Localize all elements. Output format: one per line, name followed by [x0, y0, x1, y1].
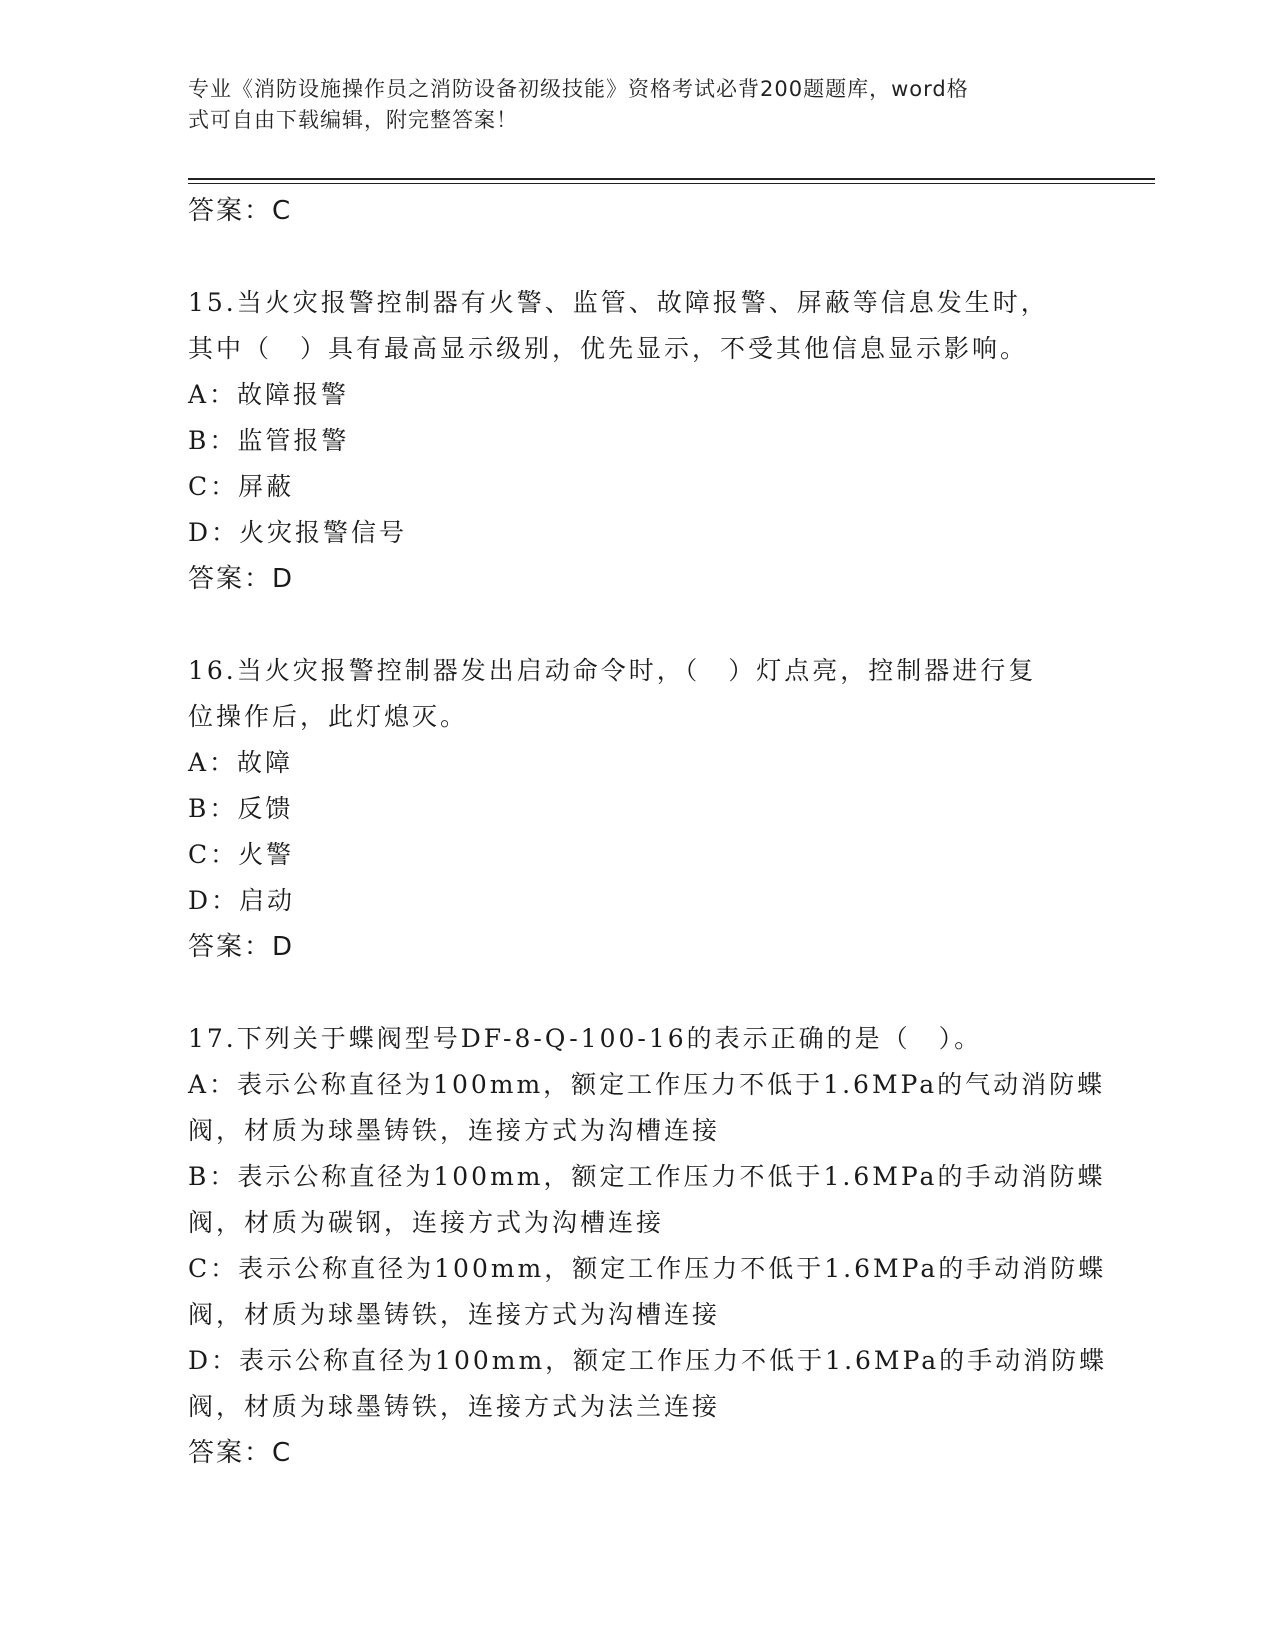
- question-15: [188, 280, 1088, 602]
- option-c: C：表示公称直径为100mm，额定工作压力不低于1.6MPa的手动消防蝶: [188, 1254, 1107, 1283]
- option-a-cont: 阀，材质为球墨铸铁，连接方式为沟槽连接: [188, 1116, 721, 1145]
- spacer: [188, 234, 1088, 280]
- option-a: A：故障: [188, 748, 294, 777]
- option-c: C：屏蔽: [188, 472, 295, 501]
- spacer: [188, 602, 1088, 648]
- option-c: C：火警: [188, 840, 295, 869]
- option-d: D：启动: [188, 886, 296, 915]
- question-stem: 17.下列关于蝶阀型号DF-8-Q-100-16的表示正确的是（ ）。: [188, 1024, 983, 1053]
- option-b-cont: 阀，材质为碳钢，连接方式为沟槽连接: [188, 1208, 665, 1237]
- question-stem: 其中（ ）具有最高显示级别，优先显示，不受其他信息显示影响。: [188, 334, 1029, 363]
- question-list: [188, 188, 1108, 1476]
- option-c-cont: 阀，材质为球墨铸铁，连接方式为沟槽连接: [188, 1300, 721, 1329]
- question-stem: 位操作后，此灯熄灭。: [188, 702, 469, 731]
- header-line-1: 专业《消防设施操作员之消防设备初级技能》资格考试必背200题题库，word格: [188, 77, 969, 101]
- answer: 答案：D: [188, 564, 295, 594]
- option-d: D：火灾报警信号: [188, 518, 408, 547]
- previous-answer: 答案：C: [188, 196, 293, 226]
- answer: 答案：C: [188, 1438, 293, 1468]
- option-b: B：表示公称直径为100mm，额定工作压力不低于1.6MPa的手动消防蝶: [188, 1162, 1106, 1191]
- document-header: [188, 74, 1068, 136]
- spacer: [188, 970, 1088, 1016]
- question-stem: 15.当火灾报警控制器有火警、监管、故障报警、屏蔽等信息发生时，: [188, 288, 1049, 317]
- answer: 答案：D: [188, 932, 295, 962]
- header-divider-thin: [188, 183, 1155, 184]
- option-d: D：表示公称直径为100mm，额定工作压力不低于1.6MPa的手动消防蝶: [188, 1346, 1108, 1375]
- option-a: A：表示公称直径为100mm，额定工作压力不低于1.6MPa的气动消防蝶: [188, 1070, 1106, 1099]
- option-b: B：反馈: [188, 794, 294, 823]
- header-divider-thick: [188, 178, 1155, 180]
- question-stem: 16.当火灾报警控制器发出启动命令时，（ ）灯点亮，控制器进行复: [188, 656, 1037, 685]
- option-d-cont: 阀，材质为球墨铸铁，连接方式为法兰连接: [188, 1392, 721, 1421]
- question-16: [188, 648, 1088, 970]
- option-b: B：监管报警: [188, 426, 350, 455]
- option-a: A：故障报警: [188, 380, 350, 409]
- header-line-2: 式可自由下载编辑，附完整答案！: [188, 108, 518, 132]
- question-17: [188, 1016, 1108, 1476]
